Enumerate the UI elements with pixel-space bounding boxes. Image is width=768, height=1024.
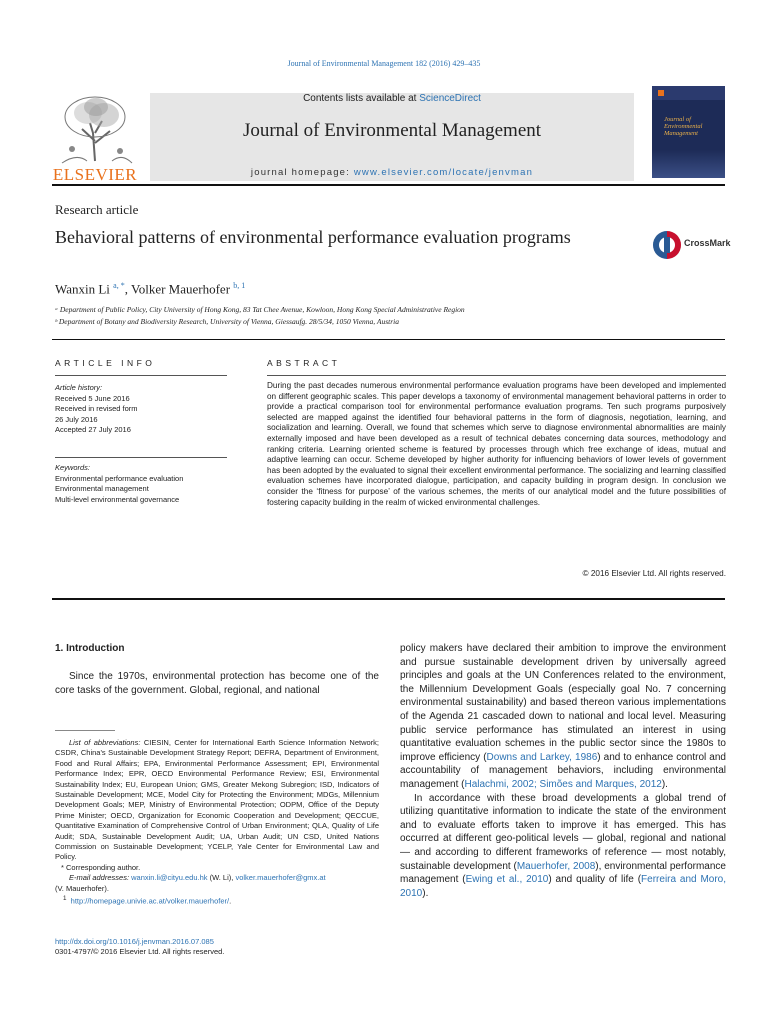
footnotes bbox=[55, 738, 379, 907]
paragraph-text: ), environmental performance management ( bbox=[400, 860, 726, 886]
reference-link[interactable]: Downs and Larkey, 1986 bbox=[486, 751, 598, 763]
crossmark-badge[interactable] bbox=[652, 229, 730, 261]
abstract-text: During the past decades numerous environmental performance evaluation programs have been developed and implemented on different geographic scales. This paper develops a taxonomy of environmental management behavioral patterns in order to provide a practical comparison tool for environmental performance evaluation programs. Ten such programs purposively selected are mapped against the identified four behavioral patterns in the form of diagnosis, negotiation, learning, and socialization and learning. Overall, we found that schemes which serve to diagnose environmental abnormalities are mainly externally imposed and have been developed as a result of technical debates concerning data sources, methodology and ranking criteria. Learning oriented scheme is featured by processes through which free exchange of ideas, mutual and adaptive learning can occur. Scheme developed by higher authority for influencing behaviors of lower levels of government has been adopted by the evaluated to signal their excellent environmental performance. The socializing and learning classified evaluation schemes have incorporated dialogue, participation, and capacity building in program design. In conclusion we consider the ‘fitness for purpose’ of the various schemes, the merits of our analytical model and the future possibilities of fostering capacity building in the realm of wicked environmental challenges. bbox=[267, 381, 726, 507]
keyword: Environmental performance evaluation bbox=[55, 473, 184, 483]
section-heading: 1. Introduction bbox=[55, 643, 125, 654]
issn-line: 0301-4797/© 2016 Elsevier Ltd. All rights reserved. bbox=[55, 947, 225, 957]
abbreviations-note bbox=[55, 738, 379, 863]
reference-link[interactable]: Ewing et al., 2010 bbox=[465, 874, 549, 886]
article-title: Behavioral patterns of environmental performance evaluation programs bbox=[55, 227, 571, 247]
author-name[interactable]: Wanxin Li bbox=[55, 281, 110, 297]
paragraph-text: ) and to enhance control and accountability of management behaviors, including environmental management ( bbox=[400, 751, 726, 790]
keywords-label: Keywords: bbox=[55, 463, 91, 472]
reference-link[interactable]: Mauerhofer, 2008 bbox=[516, 860, 596, 872]
corresponding-note: * Corresponding author. bbox=[61, 862, 141, 872]
keyword: Multi-level environmental governance bbox=[55, 494, 180, 504]
affiliation-b: ᵇ Department of Botany and Biodiversity Research, University of Vienna, Giessaufg. 28/5/34, 1050 Vienna, Austria bbox=[55, 317, 399, 326]
history-line: Received in revised form bbox=[55, 404, 138, 413]
cover-text: Journal of Environmental Management bbox=[664, 116, 703, 137]
author-list: Wanxin Li $^{a, *}$, Volker Mauerhofer $^{b, 1}$ bbox=[55, 281, 246, 297]
homepage-link[interactable]: www.elsevier.com/locate/jenvman bbox=[353, 167, 534, 178]
homepage-footnote bbox=[55, 894, 379, 907]
author-affiliation-mark[interactable]: b, 1 bbox=[233, 281, 246, 290]
keywords-rule bbox=[55, 457, 227, 458]
meta-rule bbox=[52, 339, 725, 340]
abstract-heading: ABSTRACT bbox=[267, 358, 341, 368]
affiliation-a: ᵃ Department of Public Policy, City University of Hong Kong, 83 Tat Chee Avenue, Kowloon, Hong Kong Special Administrative Region bbox=[55, 305, 465, 314]
footnote-rule bbox=[55, 730, 115, 731]
homepage-prefix: journal homepage: bbox=[250, 167, 354, 178]
history-line: Received 5 June 2016 bbox=[55, 393, 130, 403]
paragraph-text: In accordance with these broad developments a global trend of utilizing quantitative information to indicate the state of the environment and to evaluate efforts taken to improve it has emerged. This has occurred at different geo-political levels — global, regional and national — and according to different frameworks of reference — most notably, sustainable development ( bbox=[400, 792, 726, 872]
reference-link[interactable]: Halachmi, 2002; Simões and Marques, 2012 bbox=[464, 778, 662, 790]
email-owner: (W. Li), bbox=[207, 873, 236, 883]
author-name[interactable]: Volker Mauerhofer bbox=[131, 281, 231, 297]
article-type: Research article bbox=[55, 202, 139, 217]
article-history bbox=[55, 383, 227, 436]
abstract-rule bbox=[267, 375, 726, 376]
paragraph-text: ). bbox=[422, 887, 429, 899]
paragraph-text: ). bbox=[661, 778, 668, 790]
intro-paragraph bbox=[400, 792, 726, 901]
article-info-rule bbox=[55, 375, 227, 376]
author-affiliation-mark[interactable]: a, * bbox=[113, 281, 125, 290]
crossmark-label: CrossMark bbox=[684, 238, 731, 248]
abstract-end-rule bbox=[52, 598, 725, 600]
journal-homepage bbox=[150, 167, 634, 178]
page-footer bbox=[55, 937, 224, 958]
elsevier-logo bbox=[52, 93, 138, 185]
crossmark-icon bbox=[652, 230, 682, 260]
email-link[interactable]: volker.mauerhofer@gmx.at bbox=[235, 873, 326, 883]
email-label: E-mail addresses: bbox=[69, 873, 132, 883]
intro-paragraph bbox=[400, 642, 726, 792]
intro-right-column bbox=[400, 642, 726, 900]
intro-paragraph-left: Since the 1970s, environmental protection has become one of the core tasks of the government. Global, regional, and national bbox=[55, 671, 379, 696]
footnote-mark: 1 bbox=[63, 895, 67, 903]
homepage-footnote-link[interactable]: http://homepage.univie.ac.at/volker.mauerhofer/ bbox=[70, 896, 230, 906]
journal-title: Journal of Environmental Management bbox=[242, 120, 542, 141]
publisher-name: ELSEVIER bbox=[52, 165, 138, 184]
keywords bbox=[55, 463, 227, 505]
sciencedirect-link[interactable]: ScienceDirect bbox=[419, 93, 481, 104]
email-owner: (V. Mauerhofer). bbox=[55, 883, 109, 893]
keyword: Environmental management bbox=[55, 484, 149, 493]
abstract-copyright: © 2016 Elsevier Ltd. All rights reserved. bbox=[582, 569, 726, 578]
history-line: 26 July 2016 bbox=[55, 414, 98, 424]
contents-line bbox=[150, 93, 634, 104]
paragraph-text: ) and quality of life ( bbox=[548, 874, 642, 886]
abbreviations-label: List of abbreviations: bbox=[69, 738, 141, 747]
reference-link[interactable]: Ferreira and Moro, 2010 bbox=[400, 874, 727, 899]
citation-link[interactable]: Journal of Environmental Management 182 (2016) 429–435 bbox=[287, 59, 481, 68]
paragraph-text: policy makers have declared their ambition to improve the environment and pursue sustainable development driven by universally agreed principles and goals at the UN Conferences related to the environment, the Millennium Development Goals (especially goal No. 7 concerning environmental sustainability) and based thereon various implementations of the Agenda 21 cascaded down to national and local level. Measuring public service performance has stimulated an interest in using quantitative evaluation schemes in the public sector since the 1980s to improve efficiency ( bbox=[400, 643, 726, 763]
tree-icon bbox=[52, 93, 138, 165]
footnote-end: . bbox=[229, 896, 232, 906]
contents-prefix: Contents lists available at bbox=[303, 93, 420, 104]
history-label: Article history: bbox=[55, 383, 103, 392]
doi-link[interactable]: http://dx.doi.org/10.1016/j.jenvman.2016.07.085 bbox=[55, 937, 214, 946]
history-line: Accepted 27 July 2016 bbox=[55, 425, 131, 434]
journal-banner bbox=[150, 93, 634, 181]
journal-cover-image bbox=[652, 86, 725, 178]
journal-citation[interactable] bbox=[0, 59, 768, 68]
email-note bbox=[55, 873, 379, 883]
header-rule bbox=[52, 184, 725, 186]
email-link[interactable]: wanxin.li@cityu.edu.hk bbox=[131, 873, 208, 883]
abbreviations-text: CIESIN, Center for International Earth Science Information Network; CSDR, China's Sustainable Development Strategy Report; DEFRA, Department of Environment, Food and Rural Affairs; EPA, Environmental Performance Assessment; EPI, Environmental Performance Index; EPR, OECD Environmental Performance Review; ESI, Environmental Sustainability Index; EU, European Union; GMS, Greater Mekong Subregion; ISD, Indicators of Sustainable Development; MCE, Model City for Protecting the Environment; MDGs, Millennium Development Goals; MEP, Ministry of Environmental Protection; ODPM, Office of the Deputy Prime Minister; OECD, Organization for Economic Cooperation and Development; QECCUE, Quantitative Examination of Comprehensive Control of Urban Environment; QLA, Quality of Life Audit; SDA, Sustainable Development Audit; UA, Urban Audit; UN CSD, United Nations Commission on Sustainable Development; YCELP, Yale Center for Environmental Law and Policy. bbox=[55, 738, 379, 862]
article-info-heading: ARTICLE INFO bbox=[55, 358, 156, 368]
